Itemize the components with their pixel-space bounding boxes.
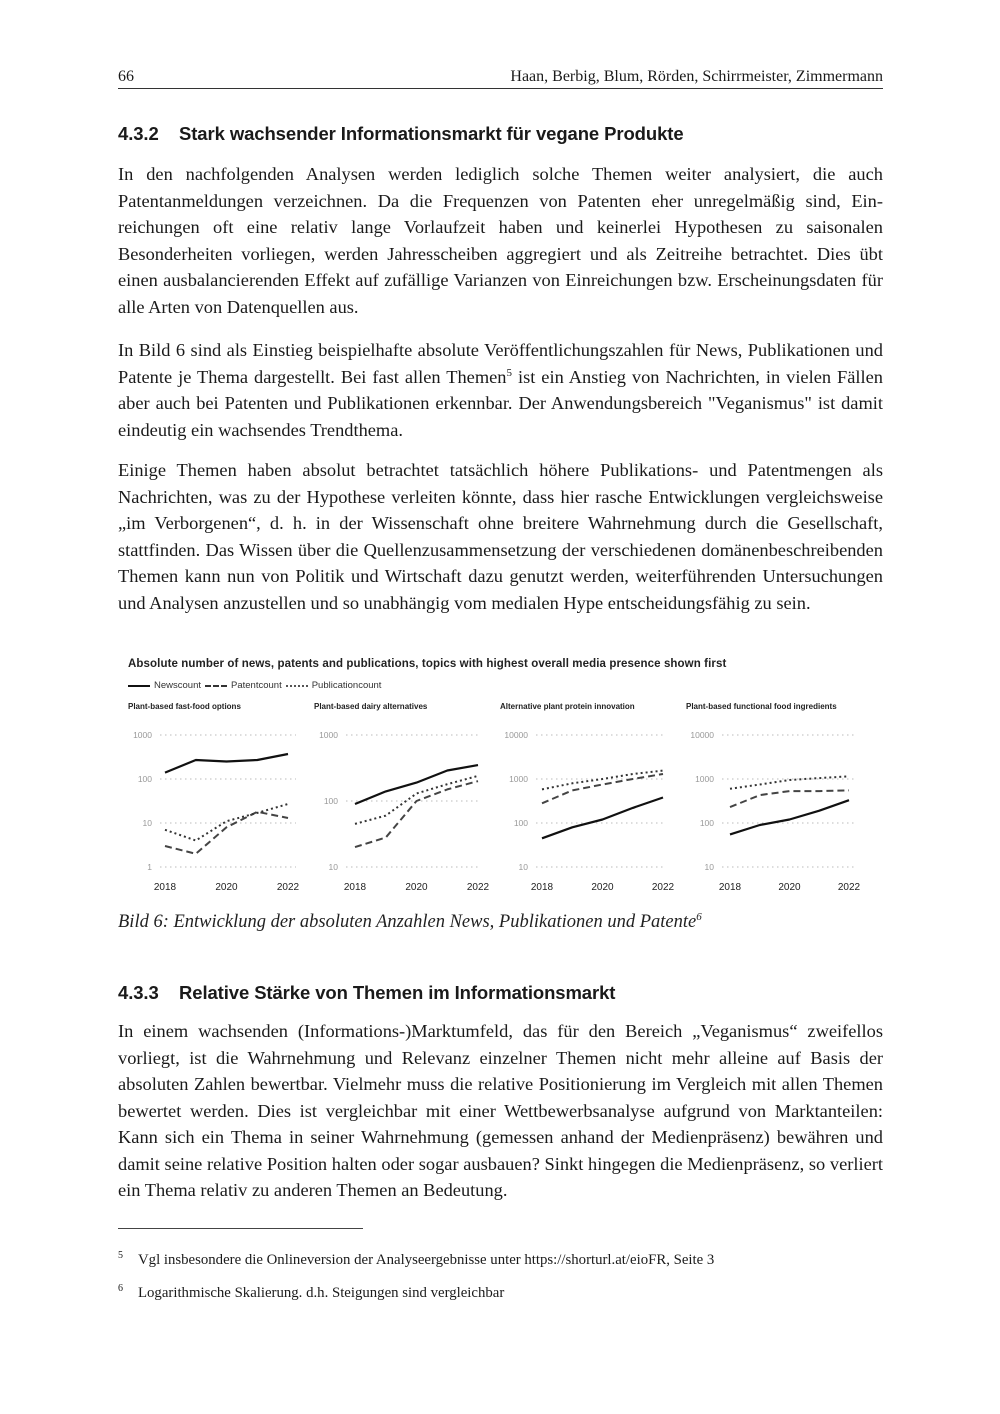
chart-panels [118,650,878,900]
figure-6 [118,650,878,900]
page-number: 66 [118,68,134,85]
footnote-mark: 6 [118,1283,123,1294]
x-tick-label: 2022 [276,882,300,893]
panel-title-1: Plant-based fast-food options [128,702,241,711]
paragraph-2-part-1: In Bild 6 sind als Einstieg beispielhafte absolute Veröffentlichungszahlen für News, Publikationen und Patente je Thema dargestellt. Bei fast allen Themen [118,340,883,387]
x-tick-label: 2018 [718,882,742,893]
panel-title-4: Plant-based functional food ingredients [686,702,837,711]
x-tick-label: 2022 [837,882,861,893]
y-tick-label: 100 [699,818,714,828]
paragraph-4: In einem wachsenden (Informations-)Marktumfeld, das für den Bereich „Veganismus“ zweifellos vorliegt, ist die Wahrnehmung und Relevanz einzelner Themen nicht mehr alleine auf Basis der absoluten Zahlen bewertbar. Vielmehr muss die relative Positionierung im Vergleich mit allen Themen bewertet werden. Dies ist vergleichbar mit einer Wettbewerbsanalyse aufgrund von Marktanteilen: Kann sich ein Thema in seiner Wahrnehmung (gemessen anhand der Medienpräsenz) bewähren und damit seine relative Position halten oder sogar ausbauen? Sinkt hingegen die Medienpräsenz, so verliert ein Thema relativ zu anderen Themen an Bedeutung. [118,1021,883,1200]
y-tick-label: 1000 [695,774,714,784]
series-line-publicationcount [542,771,663,790]
section-title: Relative Stärke von Themen im Informationsmarkt [179,982,616,1003]
footnote-mark: 5 [118,1250,123,1261]
x-tick-label: 2018 [153,882,177,893]
series-line-newscount [165,754,288,773]
x-tick-label: 2020 [778,882,801,893]
footnote-5 [118,1252,714,1269]
y-tick-label: 10 [142,818,152,828]
panel-title-2: Plant-based dairy alternatives [314,702,428,711]
series-line-newscount [730,800,849,834]
y-tick-label: 1000 [319,730,338,740]
footnote-text: Vgl insbesondere die Onlineversion der Analyseergebnisse unter https://shorturl.at/eioFR, Seite 3 [138,1252,715,1268]
x-tick-label: 2018 [343,882,367,893]
y-tick-label: 100 [323,796,338,806]
y-tick-label: 100 [137,774,152,784]
y-tick-label: 10 [328,862,338,872]
footnote-6 [118,1285,504,1302]
series-line-publicationcount [730,776,849,789]
y-tick-label: 1000 [133,730,152,740]
paragraph-1: In den nachfolgenden Analysen werden lediglich solche Themen weiter analysiert, die auch Patentanmeldungen verzeichnen. Da die Frequenzen von Patenten eher unregelmäßig sind, Einreichungen oft eine relativ lange Vorlaufzeit haben und keinerlei Hypothesen zu saisonalen Besonderheiten vorliegen, werden Jahresscheiben aggregiert und als Zeitreihe betrachtet. Dies übt einen ausbalancierenden Effekt auf zufällige Varianzen von Einreichungen bzw. Erscheinungsdaten für alle Arten von Datenquellen aus. [118,164,883,317]
legend-publicationcount: Publicationcount [311,680,382,691]
y-tick-label: 1 [147,862,152,872]
y-tick-label: 10000 [690,730,714,740]
figure-caption [118,912,702,933]
section-number: 4.3.2 [118,123,159,144]
series-line-patentcount [355,781,478,847]
paragraph-3: Einige Themen haben absolut betrachtet tatsächlich höhere Publikations- und Patentmengen als Nachrichten, was zu der Hypothese verleiten könnte, dass hier rasche Entwicklungen vergleichsweise „im Verborgenen“, d. h. in der Wissenschaft ohne breitere Wahrnehmung durch die Gesellschaft, stattfinden. Das Wissen über die Quellenzusammensetzung der verschiedenen domänenbeschreibenden Themen kann nun von Politik und Wirtschaft dazu genutzt werden, weiterführenden Untersuchungen und Analysen anzustellen und so unabhängig vom medialen Hype entscheidungsfähig zu sein. [118,460,883,613]
series-line-newscount [355,765,478,804]
footnote-ref-5[interactable]: 5 [506,366,512,379]
y-tick-label: 10 [704,862,714,872]
x-tick-label: 2020 [591,882,614,893]
legend-newscount: Newscount [154,680,201,691]
y-tick-label: 1000 [509,774,528,784]
footnote-ref-6[interactable]: 6 [696,910,702,923]
footnote-text: Logarithmische Skalierung. d.h. Steigungen sind vergleichbar [138,1285,505,1301]
series-line-newscount [542,798,663,839]
y-tick-label: 10 [518,862,528,872]
paragraph-2 [118,337,883,443]
series-line-patentcount [165,812,288,854]
chart-title: Absolute number of news, patents and publications, topics with highest overall media presence shown first [128,658,727,670]
x-tick-label: 2022 [651,882,675,893]
running-header [118,66,883,89]
section-title: Stark wachsender Informationsmarkt für vegane Produkte [179,123,684,144]
section-heading-4-3-2 [118,123,684,145]
footnote-divider [118,1228,363,1229]
caption-text: Bild 6: Entwicklung der absoluten Anzahlen News, Publikationen und Patente [118,912,697,932]
legend-patentcount: Patentcount [231,680,282,691]
paragraph-2-part-2: ist ein Anstieg von Nachrichten, in vielen Fällen aber auch bei Patenten und Publikationen erkennbar. Der Anwendungsbereich "Veganismus" ist damit eindeutig ein wachsendes Trendthema. [118,366,883,440]
series-line-patentcount [730,790,849,807]
authors: Haan, Berbig, Blum, Rörden, Schirrmeister, Zimmermann [510,68,883,85]
x-tick-label: 2020 [215,882,238,893]
y-tick-label: 10000 [504,730,528,740]
section-number: 4.3.3 [118,982,159,1003]
series-line-publicationcount [165,804,288,841]
panel-title-3: Alternative plant protein innovation [500,702,635,711]
x-tick-label: 2018 [530,882,554,893]
section-heading-4-3-3 [118,982,615,1004]
x-tick-label: 2022 [466,882,490,893]
y-tick-label: 100 [513,818,528,828]
x-tick-label: 2020 [405,882,428,893]
